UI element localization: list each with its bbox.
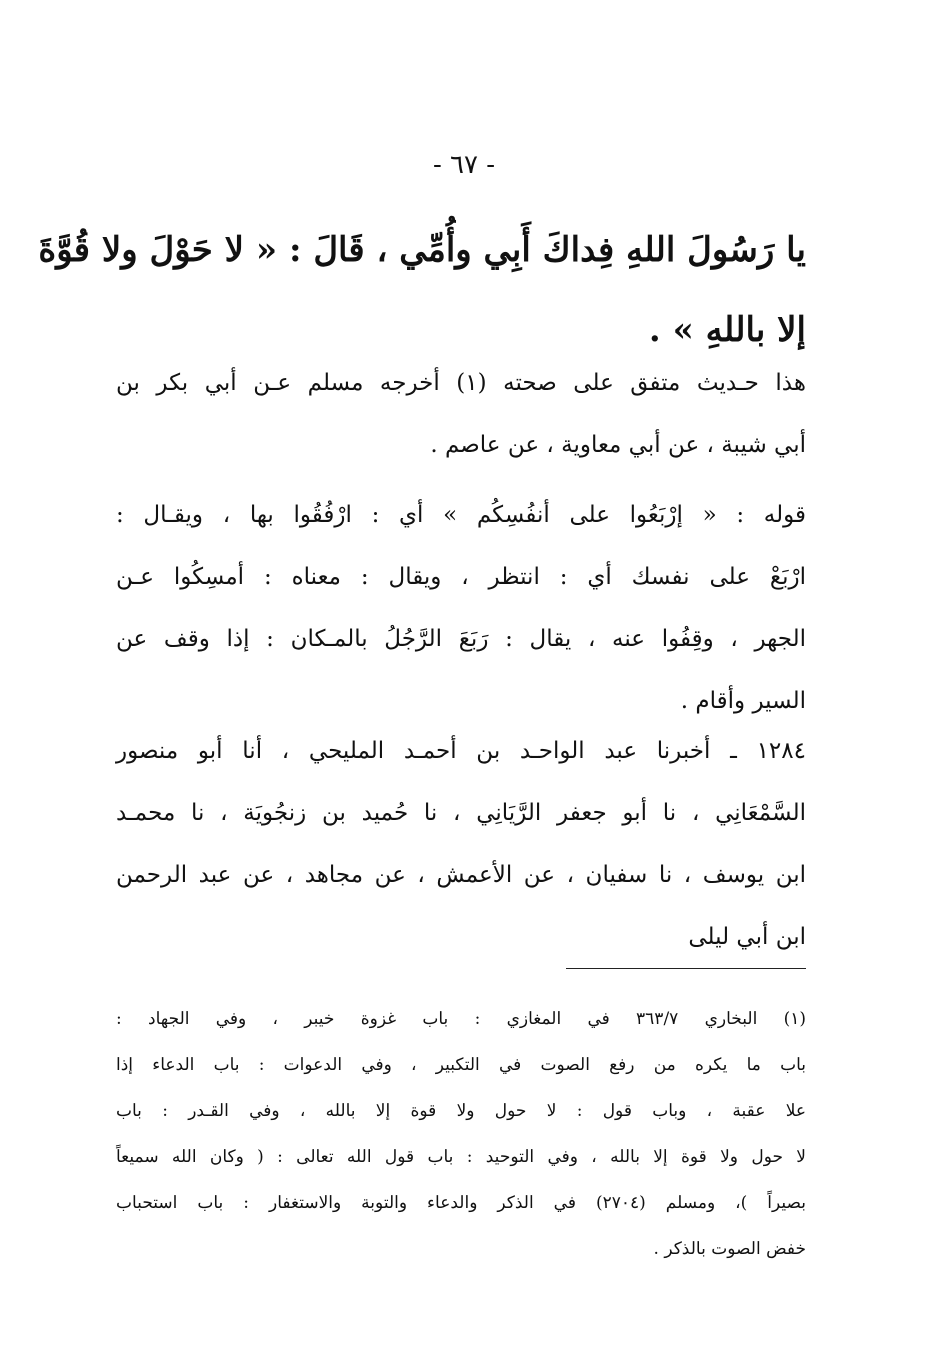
- authentication-paragraph: [116, 352, 806, 476]
- footnote-line: (١) البخاري ٣٦٣/٧ في المغازي : باب غزوة خيبر ، وفي الجهاد :: [116, 1009, 806, 1029]
- text-line: هذا حـديث متفق على صحته (١) أخرجه مسلم عـن أبي بكر بن: [116, 370, 806, 396]
- footnote-line: علا عقبة ، وباب قول : لا حول ولا قوة إلا بالله ، وفي القـدر : باب: [116, 1101, 806, 1121]
- footnote-line: خفض الصوت بالذكر .: [653, 1239, 806, 1259]
- text-line: ١٢٨٤ ـ أخبرنا عبد الواحـد بن أحمـد المليحي ، أنا أبو منصور: [116, 738, 806, 764]
- footnote-line: لا حول ولا قوة إلا بالله ، وفي التوحيد : باب قول الله تعالى : ( وكان الله سميعاً: [116, 1147, 806, 1167]
- footnote-divider: [566, 968, 806, 969]
- footnote-line: باب ما يكره من رفع الصوت في التكبير ، وفي الدعوات : باب الدعاء إذا: [116, 1055, 806, 1075]
- text-line: أبي شيبة ، عن أبي معاوية ، عن عاصم .: [430, 432, 806, 458]
- hadith-chain-paragraph: [116, 720, 806, 968]
- text-line: السَّمْعَانِي ، نا أبو جعفر الرَّيَانِي ، نا حُميد بن زنجُويَة ، نا محمـد: [116, 800, 806, 826]
- commentary-paragraph: [116, 484, 806, 732]
- text-line: السير وأقام .: [680, 688, 806, 714]
- text-line: قوله : « إرْبَعُوا على أنفُسِكُم » أي : ارْفُقُوا بها ، ويقـال :: [116, 502, 806, 528]
- text-line: الجهر ، وقِفُوا عنه ، يقال : رَبَعَ الرَّجُلُ بالمـكان : إذا وقف عن: [116, 626, 806, 652]
- text-line: إلا باللهِ » .: [648, 310, 806, 350]
- text-line: يا رَسُولَ اللهِ فِداكَ أَبِي وأُمِّي ، قَالَ : « لا حَوْلَ ولا قُوَّةَ: [38, 230, 806, 270]
- text-line: ابن أبي ليلى: [688, 924, 806, 950]
- page-number: - ٦٧ -: [432, 150, 496, 180]
- text-line: ارْبَعْ على نفسك أي : انتظر ، ويقال : معناه : أمسِكُوا عـن: [116, 564, 806, 590]
- footnotes: [116, 996, 806, 1272]
- text-line: ابن يوسف ، نا سفيان ، عن الأعمش ، عن مجاهد ، عن عبد الرحمن: [116, 862, 806, 888]
- hadith-text-continuation: [38, 210, 806, 370]
- footnote-line: بصيراً )، ومسلم (٢٧٠٤) في الذكر والدعاء والتوبة والاستغفار : باب استحباب: [116, 1193, 806, 1213]
